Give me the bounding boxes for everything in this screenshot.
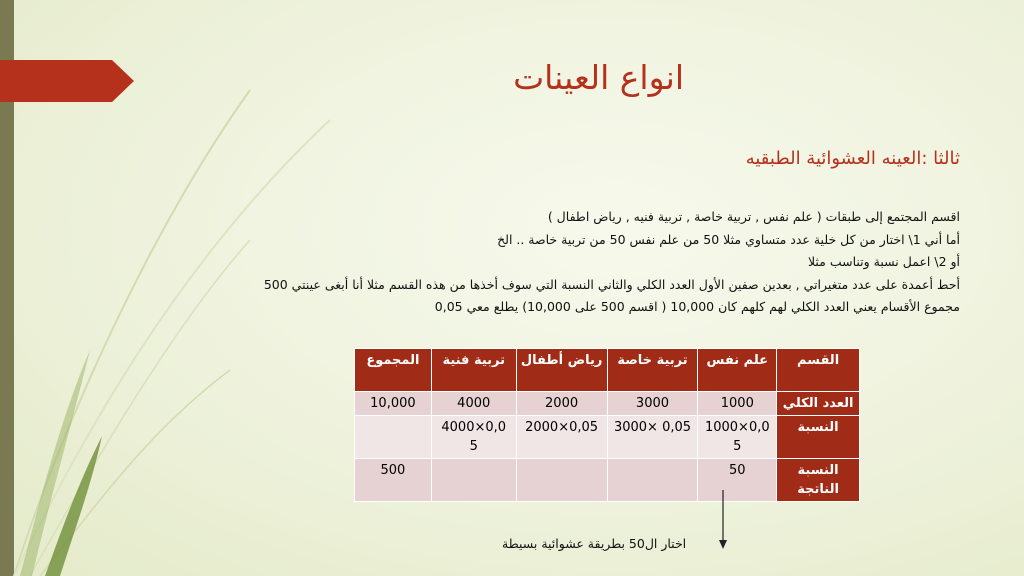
body-line: اقسم المجتمع إلى طبقات ( علم نفس , تربية خاصة , تربية فنيه , رياض اطفال ): [547, 209, 960, 224]
table-cell: 4000: [431, 392, 516, 416]
table-cell: [516, 459, 607, 502]
table-cell: [355, 416, 432, 459]
table-header-cell: تربية فنية: [431, 349, 516, 392]
table-header-cell: القسم: [777, 349, 860, 392]
body-line: مجموع الأقسام يعني العدد الكلي لهم كلهم كان 10,000 ( اقسم 500 على 10,000) يطلع معي 0,05: [434, 299, 960, 314]
table-header-cell: المجموع: [355, 349, 432, 392]
table-cell: 0,05 ×3000: [607, 416, 698, 459]
table-row: [355, 416, 860, 459]
table-cell: 500: [355, 459, 432, 502]
table-cell: 1000: [698, 392, 777, 416]
body-line: أما أني 1\ اختار من كل خلية عدد متساوي مثلا 50 من علم نفس 50 من تربية خاصة .. الخ: [497, 231, 960, 247]
body-text: [240, 206, 960, 319]
table-header-cell: علم نفس: [698, 349, 777, 392]
table-row: [355, 392, 860, 416]
table-header-cell: تربية خاصة: [607, 349, 698, 392]
down-arrow-icon: [716, 490, 730, 550]
table-cell: 2000: [516, 392, 607, 416]
body-line: أحط أعمدة على عدد متغيراتي , بعدين صفين الأول العدد الكلي والثاني النسبة التي سوف أخذها من هذه القسم مثلا أنا أبغى عينتي 500: [263, 276, 960, 292]
slide-title: انواع العينات: [513, 58, 684, 97]
table-row: [355, 459, 860, 502]
note-text: اختار ال50 بطريقة عشوائية بسيطة: [502, 536, 687, 551]
table-cell: [431, 459, 516, 502]
sampling-table: [354, 348, 860, 502]
table-cell: 0,0×4000 5: [431, 416, 516, 459]
section-subtitle: ثالثا :العينه العشوائية الطبقيه: [745, 148, 960, 169]
title-banner-arrow: [0, 60, 134, 102]
body-line: أو 2\ اعمل نسبة وتناسب مثلا: [807, 254, 960, 269]
row-header-cell: النسبة الناتجة: [777, 459, 860, 502]
table-cell: 0,05×2000: [516, 416, 607, 459]
row-header-cell: النسبة: [777, 416, 860, 459]
table-cell: [607, 459, 698, 502]
table-cell: 50: [698, 459, 777, 502]
table-header-row: [355, 349, 860, 392]
table-header-cell: رياض أطفال: [516, 349, 607, 392]
table-cell: 10,000: [355, 392, 432, 416]
row-header-cell: العدد الكلي: [777, 392, 860, 416]
table-cell: 0,0×1000 5: [698, 416, 777, 459]
table-cell: 3000: [607, 392, 698, 416]
